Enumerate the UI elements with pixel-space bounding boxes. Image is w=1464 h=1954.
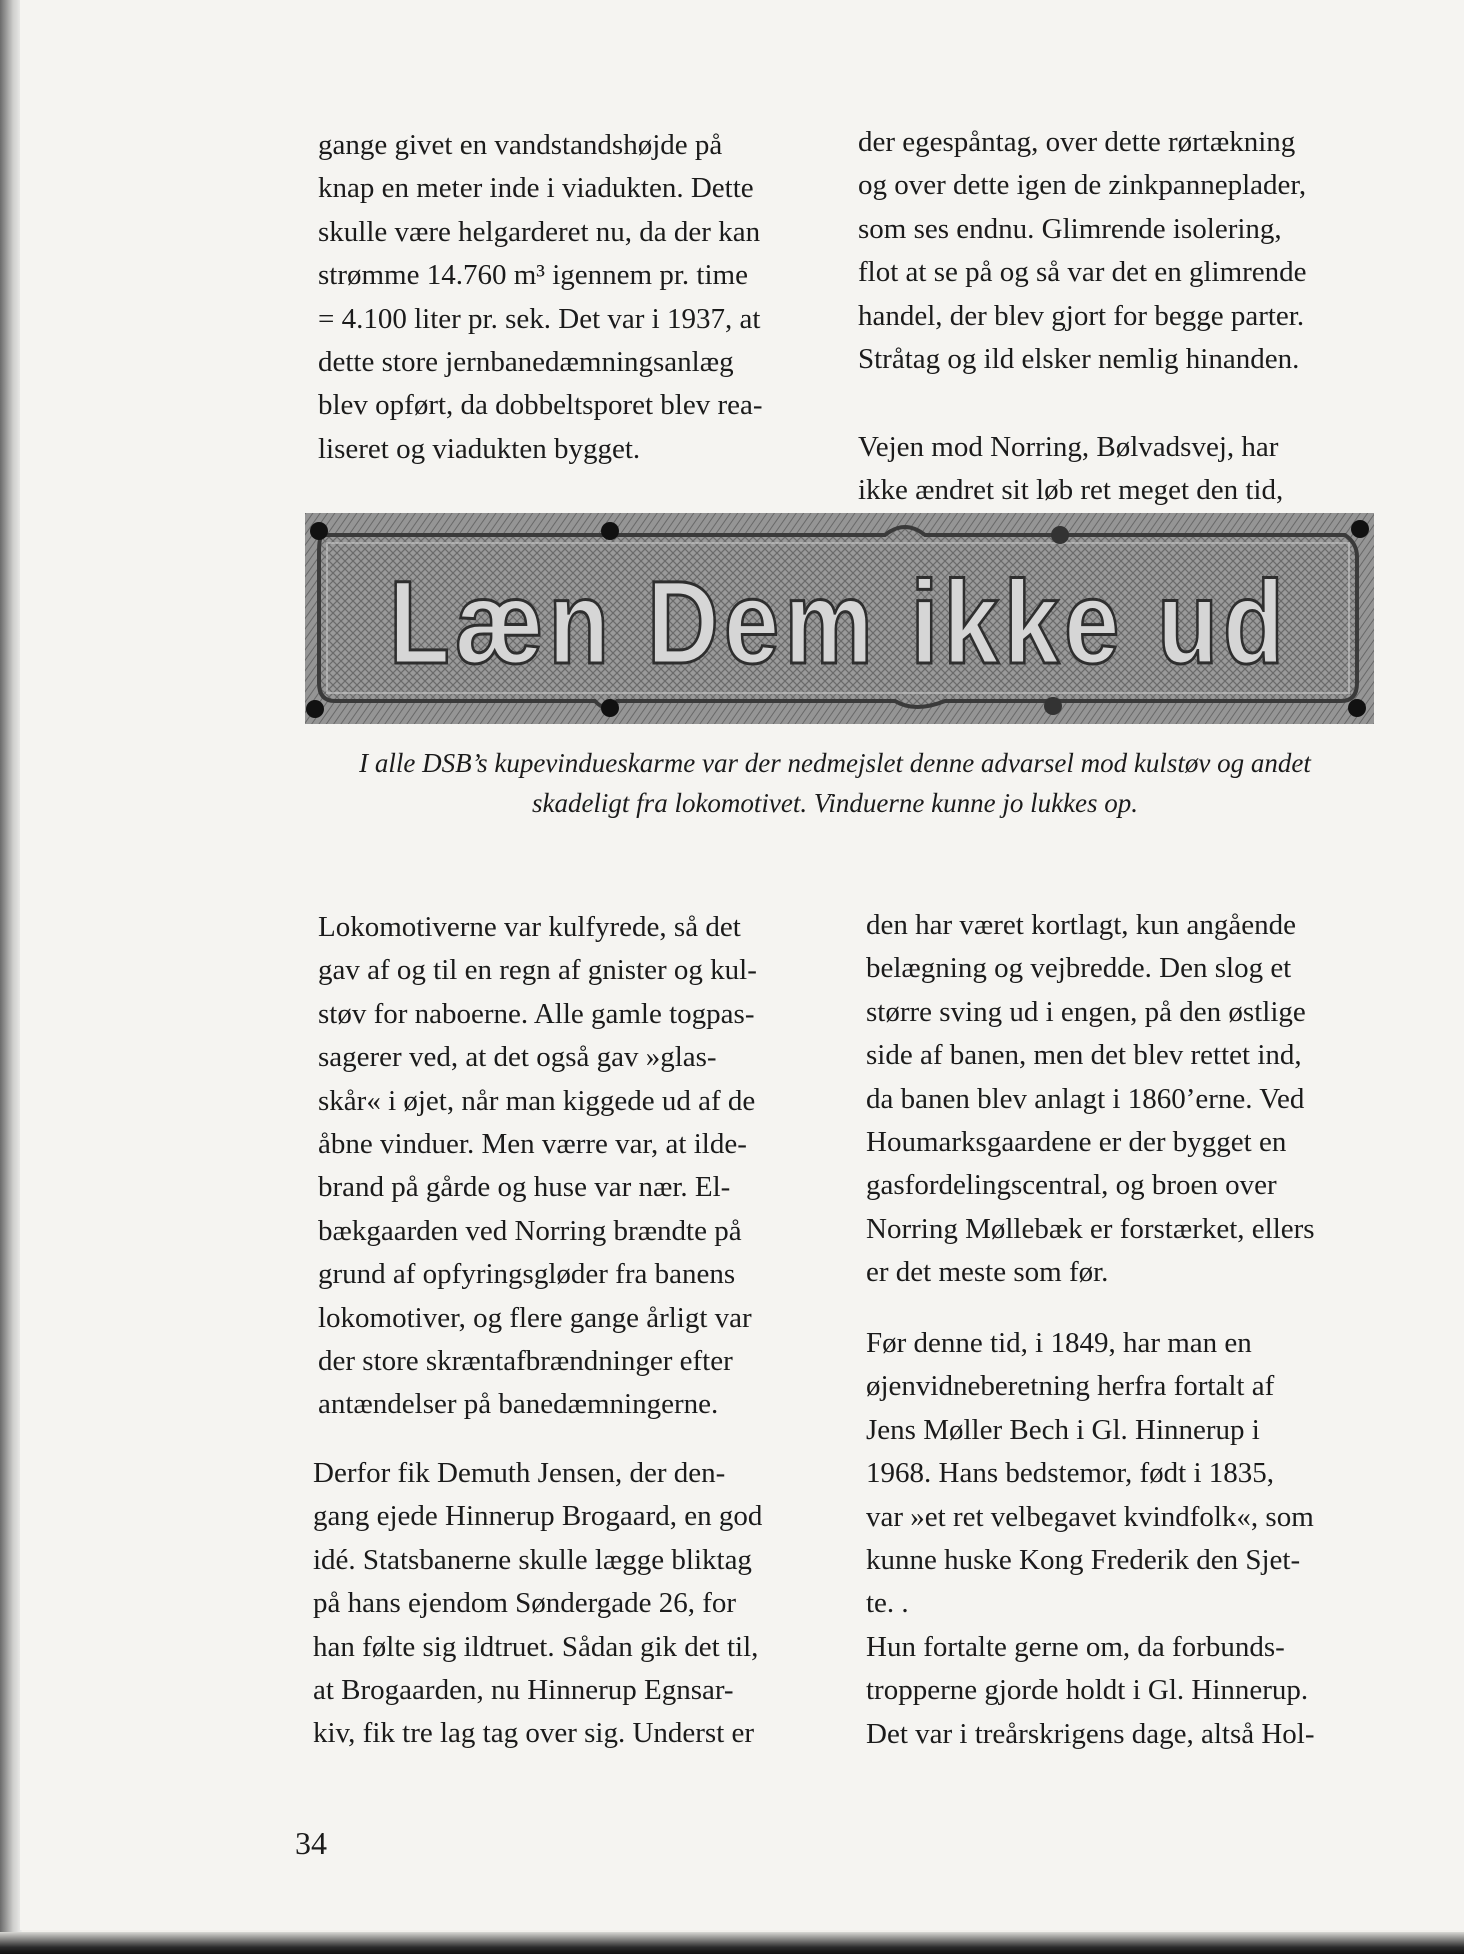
text-line: Vejen mod Norring, Bølvadsvej, har xyxy=(858,431,1279,463)
text-line: 1968. Hans bedstemor, født i 1835, xyxy=(866,1457,1275,1490)
text-line: sagerer ved, at det også gav »glas- xyxy=(318,1041,717,1074)
text-line: idé. Statsbanerne skulle lægge bliktag xyxy=(313,1543,752,1576)
text-line: åbne vinduer. Men værre var, at ilde- xyxy=(318,1128,747,1161)
text-line: Jens Møller Bech i Gl. Hinnerup i xyxy=(866,1413,1260,1446)
text-line: knap en meter inde i viadukten. Dette xyxy=(318,172,754,205)
text-line: liseret og viadukten bygget. xyxy=(318,432,641,465)
text-line: Lokomotiverne var kulfyrede, så det xyxy=(318,911,741,943)
caption-line: I alle DSB’s kupevindueskarme var der nedmejslet denne advarsel mod kulstøv og andet xyxy=(359,748,1311,778)
text-line: bækgaarden ved Norring brændte på xyxy=(318,1214,742,1247)
paragraph-top-left xyxy=(318,124,838,471)
screw-icon xyxy=(1051,526,1069,544)
page-edge-left xyxy=(0,0,22,1954)
text-line: større sving ud i engen, på den østlige xyxy=(866,995,1306,1028)
text-line: = 4.100 liter pr. sek. Det var i 1937, at xyxy=(318,302,761,335)
screw-icon xyxy=(310,522,328,540)
sign-text: Læn Dem ikke ud xyxy=(389,557,1289,689)
text-line: da banen blev anlagt i 1860’erne. Ved xyxy=(866,1082,1305,1115)
text-line: gang ejede Hinnerup Brogaard, en god xyxy=(313,1500,763,1533)
caption-line: skadeligt fra lokomotivet. Vinduerne kunne jo lukkes op. xyxy=(531,788,1139,818)
screw-icon xyxy=(1044,697,1062,715)
paragraph-top-right-1 xyxy=(858,121,1378,381)
paragraph-bottom-left-1 xyxy=(318,906,838,1427)
text-line: side af banen, men det blev rettet ind, xyxy=(866,1039,1302,1072)
text-line: der store skræntafbrændninger efter xyxy=(318,1345,733,1378)
page-number: 34 xyxy=(295,1825,327,1861)
text-line: som ses endnu. Glimrende isolering, xyxy=(858,212,1282,245)
text-line: skår« i øjet, når man kiggede ud af de xyxy=(318,1084,756,1117)
text-line: handel, der blev gjort for begge parter. xyxy=(858,299,1305,332)
text-line: strømme 14.760 m³ igennem pr. time xyxy=(318,259,748,292)
text-line: dette store jernbanedæmningsanlæg xyxy=(318,346,734,379)
paragraph-bottom-left-2 xyxy=(313,1452,833,1756)
text-line: te. . xyxy=(866,1587,909,1620)
text-line: Stråtag og ild elsker nemlig hinanden. xyxy=(858,343,1300,376)
text-line: ikke ændret sit løb ret meget den tid, xyxy=(858,474,1284,507)
paragraph-bottom-right-2 xyxy=(866,1322,1386,1756)
text-line: tropperne gjorde holdt i Gl. Hinnerup. xyxy=(866,1674,1309,1707)
text-line: Hun fortalte gerne om, da forbunds- xyxy=(866,1630,1285,1663)
text-line: han følte sig ildtruet. Sådan gik det til, xyxy=(313,1630,759,1663)
text-line: øjenvidneberetning herfra fortalt af xyxy=(866,1370,1275,1403)
paragraph-top-right-2 xyxy=(858,426,1378,513)
text-line: den har været kortlagt, kun angående xyxy=(866,909,1297,941)
text-line: at Brogaarden, nu Hinnerup Egnsar- xyxy=(313,1674,734,1707)
text-line: antændelser på banedæmningerne. xyxy=(318,1388,719,1421)
text-line: Før denne tid, i 1849, har man en xyxy=(866,1327,1252,1359)
text-line: gav af og til en regn af gnister og kul- xyxy=(318,954,757,987)
text-line: er det meste som før. xyxy=(866,1256,1109,1289)
image-caption xyxy=(280,743,1390,823)
screw-icon xyxy=(601,699,619,717)
text-line: kiv, fik tre lag tag over sig. Underst er xyxy=(313,1717,755,1750)
text-line: gange givet en vandstandshøjde på xyxy=(318,129,723,161)
text-line: blev opført, da dobbeltsporet blev rea- xyxy=(318,389,763,422)
text-line: brand på gårde og huse var nær. El- xyxy=(318,1171,731,1204)
text-line: skulle være helgarderet nu, da der kan xyxy=(318,215,761,248)
text-line: gasfordelingscentral, og broen over xyxy=(866,1169,1277,1202)
enamel-sign-photo xyxy=(305,513,1374,724)
text-line: på hans ejendom Søndergade 26, for xyxy=(313,1587,737,1620)
text-line: lokomotiver, og flere gange årligt var xyxy=(318,1301,752,1334)
screw-icon xyxy=(1348,699,1366,717)
text-line: og over dette igen de zinkpanneplader, xyxy=(858,169,1307,202)
text-line: belægning og vejbredde. Den slog et xyxy=(866,952,1292,985)
screw-icon xyxy=(1351,520,1369,538)
text-line: kunne huske Kong Frederik den Sjet- xyxy=(866,1544,1301,1577)
text-line: Det var i treårskrigens dage, altså Hol- xyxy=(866,1717,1315,1750)
paragraph-bottom-right-1 xyxy=(866,904,1386,1295)
screw-icon xyxy=(306,700,324,718)
text-line: grund af opfyringsgløder fra banens xyxy=(318,1258,736,1291)
text-line: Norring Møllebæk er forstærket, ellers xyxy=(866,1212,1315,1245)
text-line: Derfor fik Demuth Jensen, der den- xyxy=(313,1457,726,1489)
text-line: flot at se på og så var det en glimrende xyxy=(858,256,1307,289)
text-line: støv for naboerne. Alle gamle togpas- xyxy=(318,997,755,1030)
text-line: Houmarksgaardene er der bygget en xyxy=(866,1126,1287,1159)
text-line: var »et ret velbegavet kvindfolk«, som xyxy=(866,1500,1314,1533)
text-line: der egespåntag, over dette rørtækning xyxy=(858,126,1296,158)
screw-icon xyxy=(601,522,619,540)
page-edge-bottom xyxy=(0,1932,1464,1954)
